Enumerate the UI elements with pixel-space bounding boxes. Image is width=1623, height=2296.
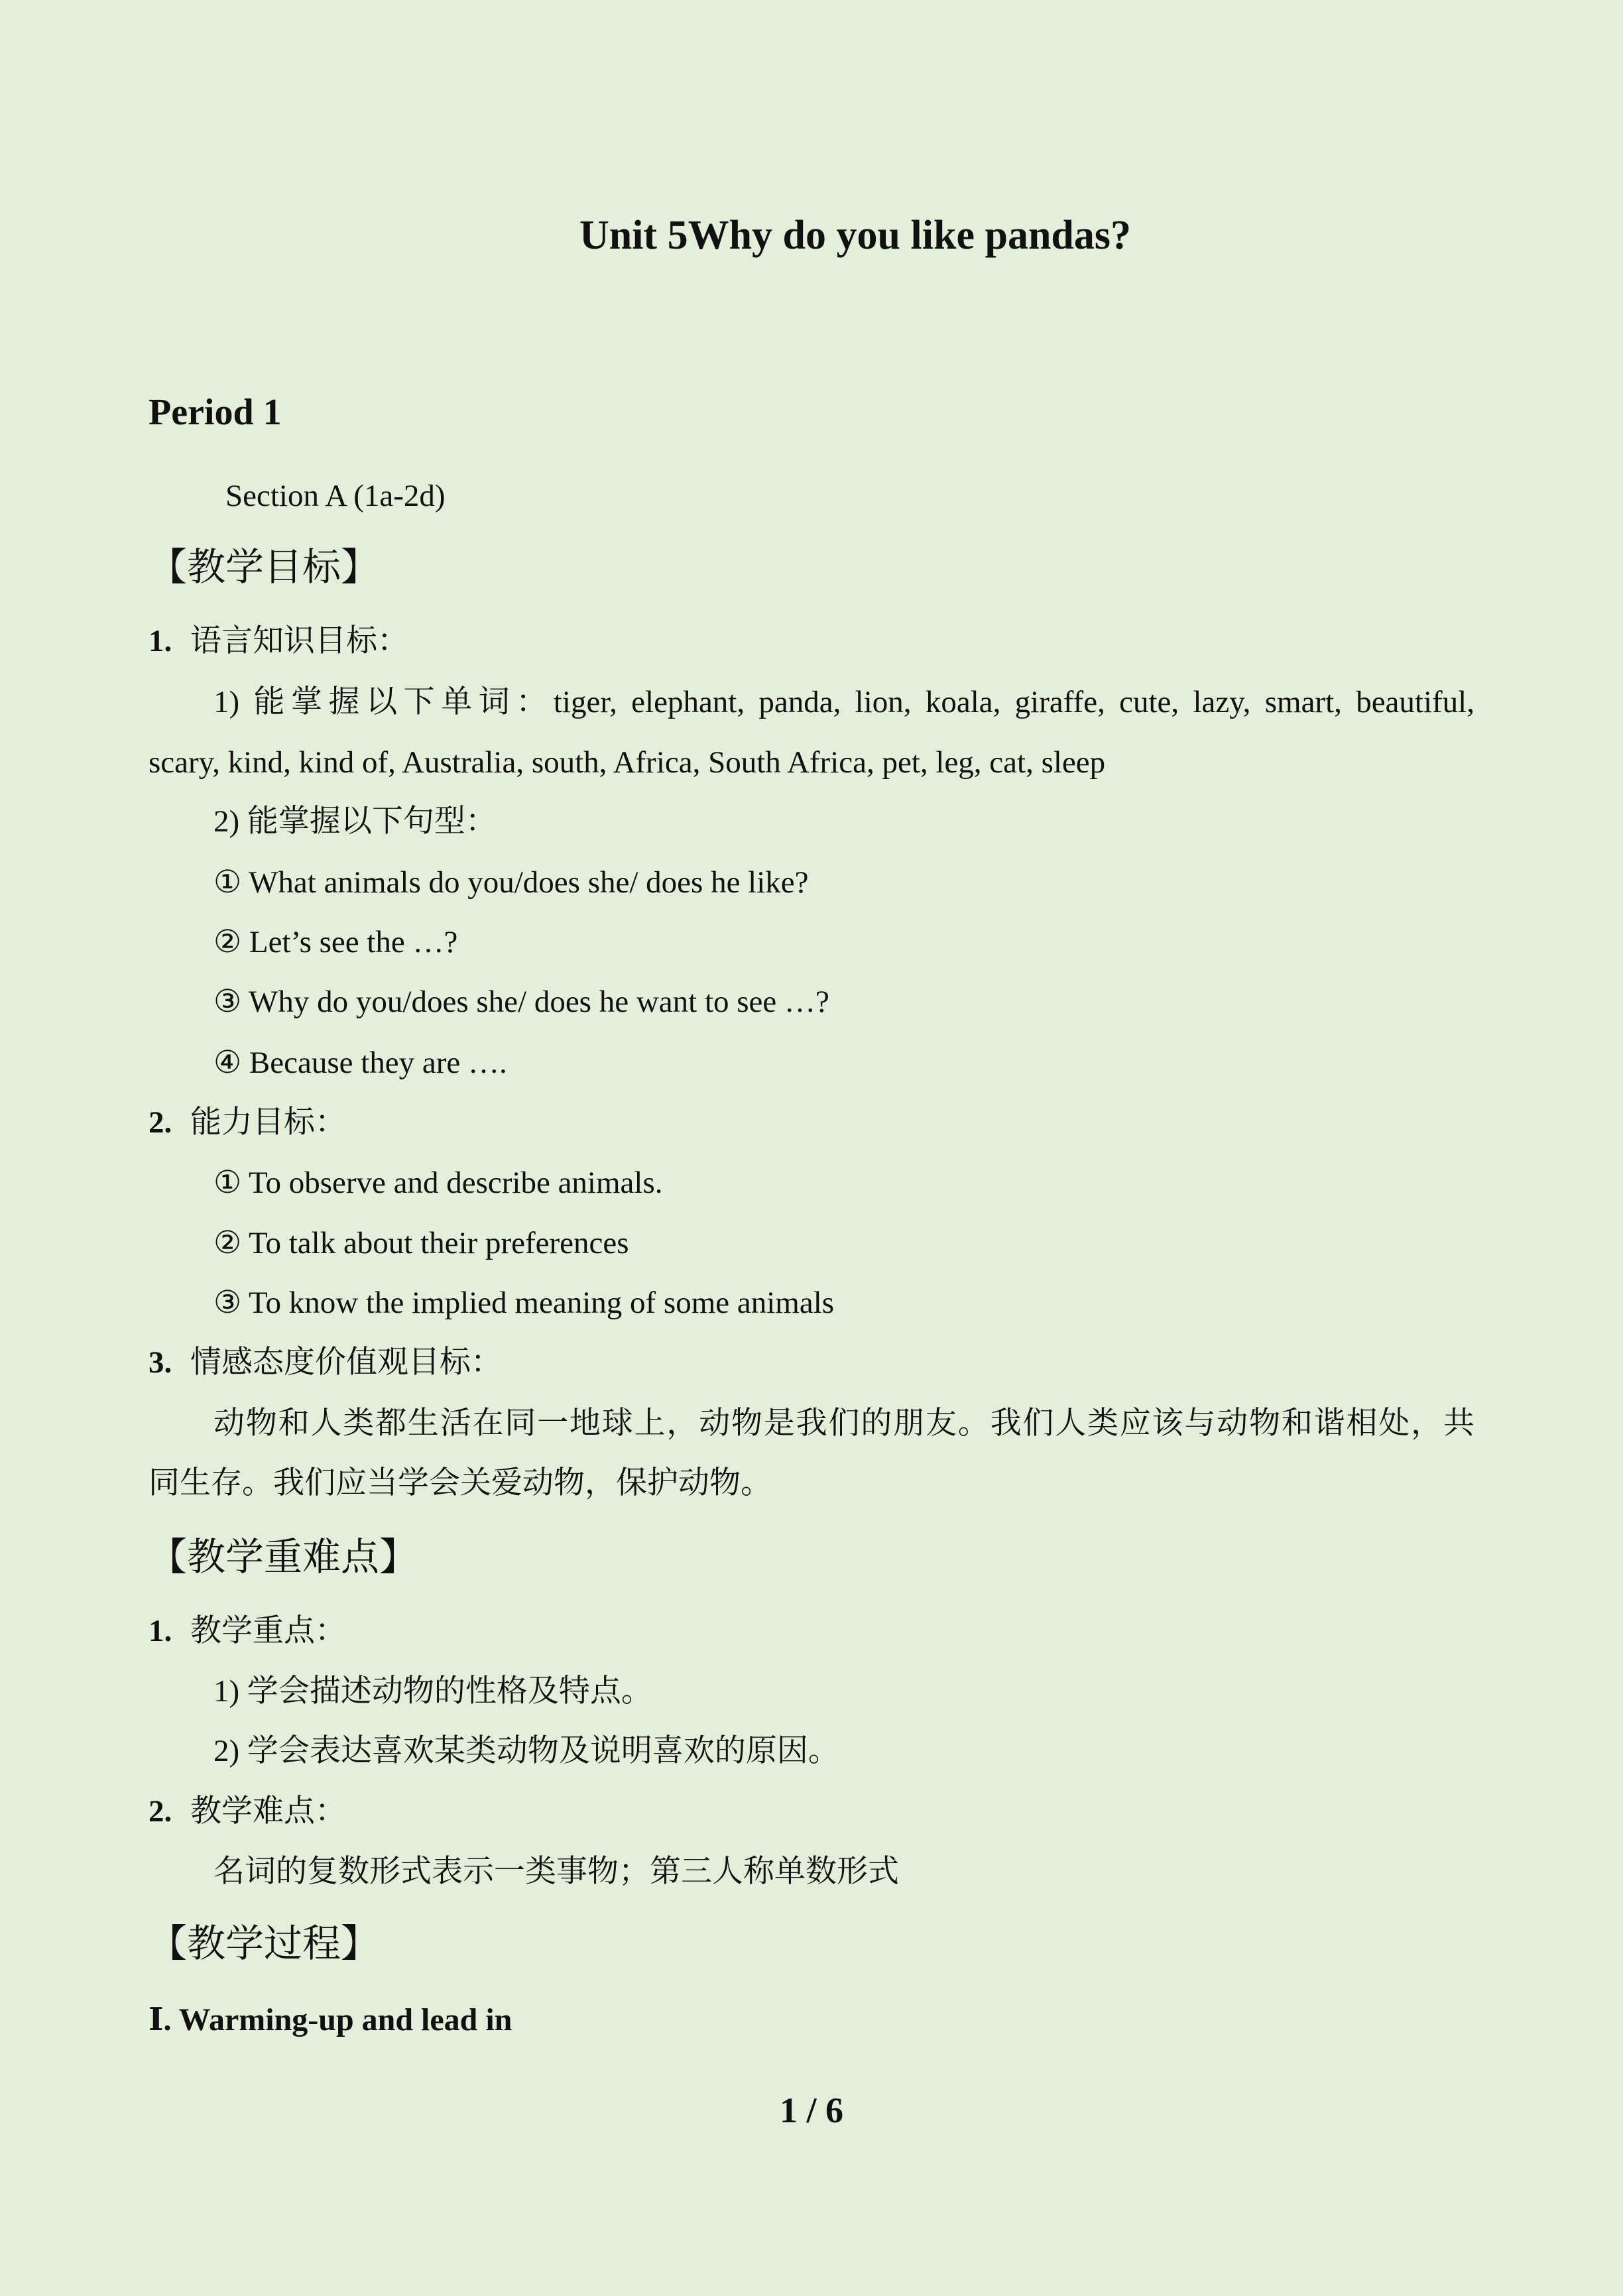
difficulty-text: 名词的复数形式表示一类事物；第三人称单数形式 <box>213 1854 899 1889</box>
objective-3 <box>149 1347 502 1378</box>
objective-2-title: 能力目标： <box>190 1105 346 1140</box>
heading-process: 【教学过程】 <box>149 1922 380 1965</box>
ability-item: ③ To know the implied meaning of some animals <box>213 1286 835 1320</box>
pattern-item: ④ Because they are …. <box>213 1046 507 1080</box>
key-point-2-number: 2. <box>149 1794 172 1829</box>
objective-1-number: 1. <box>149 624 172 658</box>
objective-3-title: 情感态度价值观目标： <box>190 1345 502 1380</box>
step-heading: Ⅰ. Warming-up and lead in <box>149 2002 512 2037</box>
key-point-item: 1) 学会描述动物的性格及特点。 <box>213 1674 652 1709</box>
heading-key-points: 【教学重难点】 <box>149 1536 418 1579</box>
vocab-line-2: scary, kind, kind of, Australia, south, Africa, South Africa, pet, leg, cat, sleep <box>149 745 1106 780</box>
key-point-item: 2) 学会表达喜欢某类动物及说明喜欢的原因。 <box>213 1734 839 1768</box>
key-point-1-title: 教学重点： <box>190 1614 346 1648</box>
objective-1 <box>149 626 408 657</box>
key-point-2-title: 教学难点： <box>190 1794 346 1829</box>
pattern-item: ③ Why do you/does she/ does he want to see …? <box>213 985 829 1019</box>
key-point-1-number: 1. <box>149 1614 172 1648</box>
objective-1-title: 语言知识目标： <box>190 624 408 658</box>
page-number: 1 / 6 <box>779 2090 843 2130</box>
ability-item: ② To talk about their preferences <box>213 1226 629 1260</box>
vocab-line-1: 1) 能掌握以下单词：tiger, elephant, panda, lion, koala, giraffe, cute, lazy, smart, beautiful, <box>213 685 1474 719</box>
section-label: Section A (1a-2d) <box>225 479 446 513</box>
key-point-1 <box>149 1616 346 1647</box>
heading-objectives: 【教学目标】 <box>149 546 380 589</box>
sentence-patterns-title: 2) 能掌握以下句型： <box>213 804 497 839</box>
objective-2-number: 2. <box>149 1105 172 1140</box>
document-title: Unit 5Why do you like pandas? <box>579 213 1132 258</box>
objective-3-number: 3. <box>149 1345 172 1380</box>
values-line-2: 同生存。我们应当学会关爱动物，保护动物。 <box>149 1466 772 1500</box>
pattern-item: ① What animals do you/does she/ does he like? <box>213 865 809 900</box>
ability-item: ① To observe and describe animals. <box>213 1166 663 1200</box>
pattern-item: ② Let’s see the …? <box>213 925 458 959</box>
values-line-1: 动物和人类都生活在同一地球上，动物是我们的朋友。我们人类应该与动物和谐相处，共 <box>213 1406 1474 1441</box>
key-point-2 <box>149 1796 346 1827</box>
period-heading: Period 1 <box>149 392 282 433</box>
objective-2 <box>149 1107 346 1138</box>
